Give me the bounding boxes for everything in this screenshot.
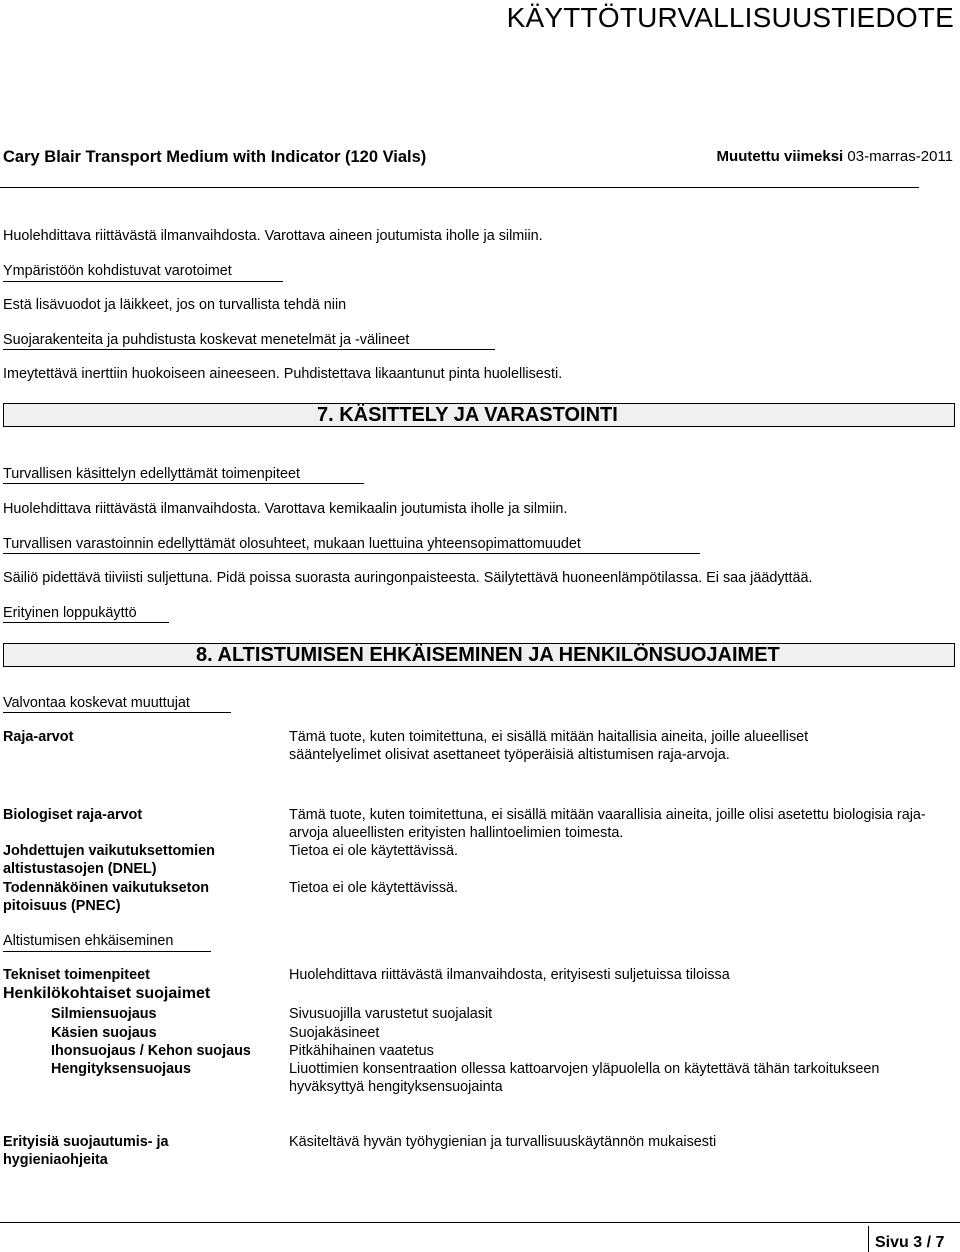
- page-number: 3 / 7: [913, 1234, 945, 1251]
- cleanup-heading: Suojarakenteita ja puhdistusta koskevat menetelmät ja -välineet: [3, 332, 410, 348]
- limit-values-label: Raja-arvot: [3, 729, 74, 745]
- storage-text: Säiliö pidettävä tiiviisti suljettuna. Pidä poissa suorasta auringonpaisteesta. Säilytettävä huoneenlämpötilassa. Ei saa jäädyttää.: [3, 570, 813, 586]
- storage-heading-underline: [3, 553, 700, 554]
- control-heading-underline: [3, 712, 231, 713]
- hygiene-label: Erityisiä suojautumis- ja hygieniaohjeita: [3, 1134, 169, 1168]
- eye-protection-text: Sivusuojilla varustetut suojalasit: [289, 1006, 493, 1022]
- ppe-label: Henkilökohtaiset suojaimet: [3, 985, 211, 1002]
- cleanup-text: Imeytettävä inerttiin huokoiseen aineeseen. Puhdistettava likaantunut pinta huolellisesti.: [3, 366, 563, 382]
- handling-heading: Turvallisen käsittelyn edellyttämät toimenpiteet: [3, 466, 301, 482]
- handling-heading-underline: [3, 483, 364, 484]
- bio-limits-label: Biologiset raja-arvot: [3, 807, 143, 823]
- pnec-label: Todennäköinen vaikutukseton pitoisuus (PNEC): [3, 880, 210, 914]
- header-rule: [0, 187, 919, 188]
- limit-values-text: Tämä tuote, kuten toimitettuna, ei sisällä mitään haitallisia aineita, joille alueelliset sääntelyelimet olisivat asettaneet työperäisiä altistumisen raja-arvoja.: [289, 729, 809, 763]
- dnel-text: Tietoa ei ole käytettävissä.: [289, 843, 459, 859]
- revision-date: [717, 148, 953, 165]
- exposure-controls-heading: Altistumisen ehkäiseminen: [3, 933, 174, 949]
- skin-protection-label: Ihonsuojaus / Kehon suojaus: [51, 1043, 251, 1059]
- revised-date-value: 03-marras-2011: [847, 148, 953, 165]
- pnec-text: Tietoa ei ole käytettävissä.: [289, 880, 459, 896]
- hand-protection-text: Suojakäsineet: [289, 1025, 380, 1041]
- section7-title: 7. KÄSITTELY JA VARASTOINTI: [317, 404, 618, 426]
- technical-measures-text: Huolehdittava riittävästä ilmanvaihdosta, erityisesti suljetuissa tiloissa: [289, 967, 730, 983]
- document-title: KÄYTTÖTURVALLISUUSTIEDOTE: [506, 2, 954, 33]
- revised-label: Muutettu viimeksi: [716, 148, 844, 165]
- page-number-box: [868, 1226, 960, 1252]
- section8-title: 8. ALTISTUMISEN EHKÄISEMINEN JA HENKILÖNSUOJAIMET: [196, 644, 780, 666]
- technical-measures-label: Tekniset toimenpiteet: [3, 967, 150, 983]
- control-parameters-heading: Valvontaa koskevat muuttujat: [3, 695, 190, 711]
- env-heading-underline: [3, 281, 283, 282]
- bio-limits-text: Tämä tuote, kuten toimitettuna, ei sisällä mitään vaarallisia aineita, joille olisi asetettu biologisia raja-arvoja alueellisten erityisten hallintoelimien toimesta.: [289, 807, 926, 841]
- env-precautions-text: Estä lisävuodot ja läikkeet, jos on turvallista tehdä niin: [3, 297, 347, 313]
- dnel-label: Johdettujen vaikutuksettomien altistustasojen (DNEL): [3, 843, 215, 877]
- end-use-heading: Erityinen loppukäyttö: [3, 605, 137, 621]
- cleanup-heading-underline: [3, 349, 495, 350]
- footer-rule: [0, 1222, 960, 1223]
- eye-protection-label: Silmiensuojaus: [51, 1006, 157, 1022]
- skin-protection-text: Pitkähihainen vaatetus: [289, 1043, 434, 1059]
- page-label: Sivu: [875, 1234, 909, 1251]
- handling-text: Huolehdittava riittävästä ilmanvaihdosta. Varottava kemikaalin joutumista iholle ja silmiin.: [3, 501, 568, 517]
- env-precautions-heading: Ympäristöön kohdistuvat varotoimet: [3, 263, 232, 279]
- product-name: Cary Blair Transport Medium with Indicator (120 Vials): [3, 148, 427, 166]
- hand-protection-label: Käsien suojaus: [51, 1025, 157, 1041]
- storage-heading: Turvallisen varastoinnin edellyttämät olosuhteet, mukaan luettuina yhteensopimattomuudet: [3, 536, 581, 552]
- end-use-heading-underline: [3, 622, 169, 623]
- respiratory-protection-label: Hengityksensuojaus: [51, 1061, 191, 1077]
- exposure-heading-underline: [3, 951, 211, 952]
- respiratory-protection-text: Liuottimien konsentraation ollessa kattoarvojen yläpuolella on käytettävä tähän tarkoitukseen hyväksyttyä hengityksensuojainta: [289, 1061, 880, 1095]
- hygiene-text: Käsiteltävä hyvän työhygienian ja turvallisuuskäytännön mukaisesti: [289, 1134, 717, 1150]
- section6-intro-text: Huolehdittava riittävästä ilmanvaihdosta. Varottava aineen joutumista iholle ja silmiin.: [3, 228, 543, 244]
